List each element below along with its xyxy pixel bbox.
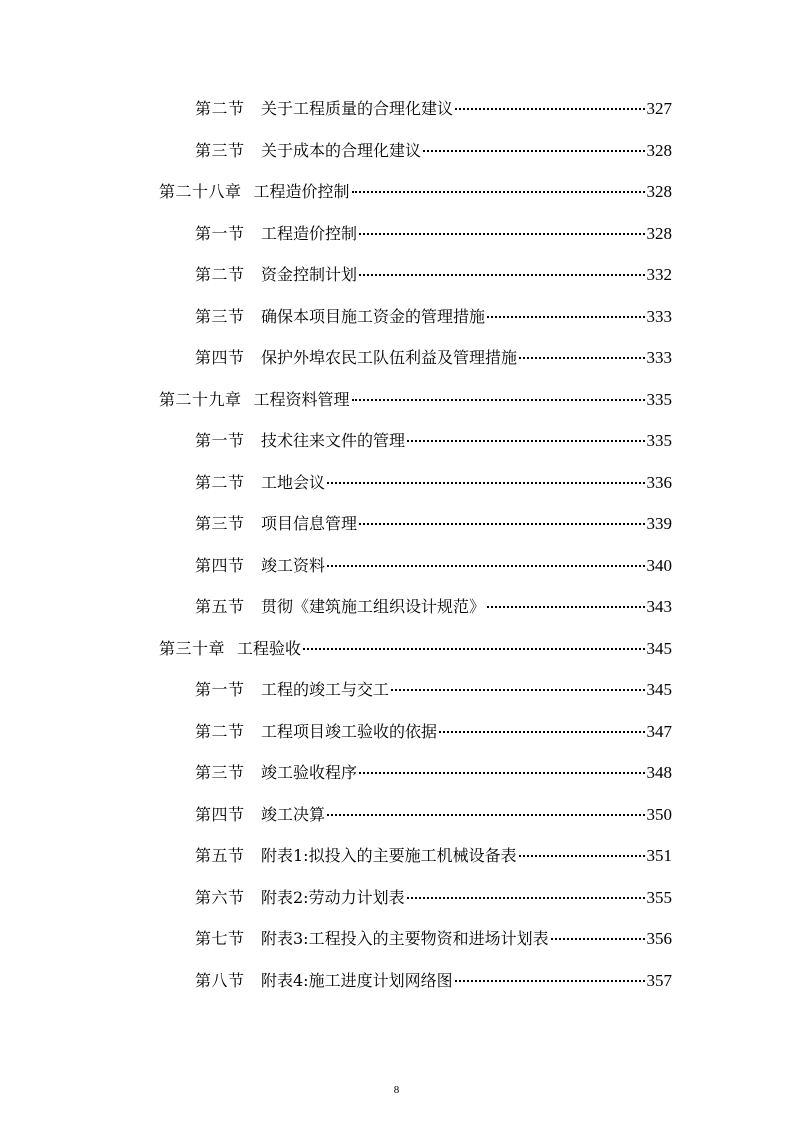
toc-entry-number: 第五节: [195, 597, 245, 616]
toc-entry-title: 贯彻《建筑施工组织设计规范》: [261, 597, 486, 616]
toc-entry-page: 351: [646, 846, 672, 865]
page-number: 8: [393, 1084, 400, 1096]
dot-leader: [551, 938, 645, 940]
toc-entry-title: 关于工程质量的合理化建议: [261, 99, 454, 118]
toc-entry-title: 竣工验收程序: [261, 763, 358, 782]
toc-entry-page: 356: [646, 929, 672, 948]
toc-entry: [159, 180, 672, 204]
toc-entry: [195, 761, 672, 785]
dot-leader: [359, 233, 644, 235]
toc-entry-title: 工程造价控制: [261, 224, 358, 243]
toc-entry: [195, 595, 672, 619]
toc-entry-title: 资金控制计划: [261, 265, 358, 284]
dot-leader: [359, 523, 644, 525]
toc-entry-page: 328: [646, 141, 672, 160]
toc-entry: [195, 429, 672, 453]
toc-entry-page: 328: [646, 182, 672, 201]
dot-leader: [455, 108, 644, 110]
toc-entry-title: 附表3:工程投入的主要物资和进场计划表: [261, 929, 549, 948]
toc-entry-number: 第一节: [195, 224, 245, 243]
toc-entry: [159, 388, 672, 412]
dot-leader: [423, 150, 644, 152]
toc-entry-number: 第七节: [195, 929, 245, 948]
dot-leader: [439, 731, 644, 733]
toc-entry-page: 332: [646, 265, 672, 284]
toc-entry-number: 第二十八章: [159, 182, 242, 201]
dot-leader: [327, 482, 644, 484]
toc-entry-page: 357: [646, 971, 672, 990]
toc-entry-title: 工程项目竣工验收的依据: [261, 722, 438, 741]
toc-entry-number: 第一节: [195, 680, 245, 699]
toc-entry-page: 333: [646, 307, 672, 326]
toc-entry-page: 345: [646, 639, 672, 658]
toc-entry-number: 第三节: [195, 307, 245, 326]
toc-entry-page: 333: [646, 348, 672, 367]
toc-entry-title: 项目信息管理: [261, 514, 358, 533]
toc-entry-title: 工程验收: [237, 639, 302, 658]
toc-entry-page: 335: [646, 431, 672, 450]
dot-leader: [407, 440, 644, 442]
toc-entry-page: 339: [646, 514, 672, 533]
toc-entry: [195, 927, 672, 951]
toc-entry: [195, 886, 672, 910]
toc-entry-page: 327: [646, 99, 672, 118]
toc-entry-number: 第二十九章: [159, 390, 242, 409]
toc-entry: [195, 512, 672, 536]
toc-entry-title: 竣工资料: [261, 556, 326, 575]
dot-leader: [352, 191, 645, 193]
toc-entry: [195, 97, 672, 121]
toc-entry-page: 336: [646, 473, 672, 492]
dot-leader: [455, 980, 645, 982]
toc-entry-page: 345: [646, 680, 672, 699]
dot-leader: [359, 274, 644, 276]
toc-entry-number: 第四节: [195, 556, 245, 575]
toc-entry-number: 第八节: [195, 971, 245, 990]
toc-entry-number: 第三节: [195, 763, 245, 782]
dot-leader: [487, 316, 644, 318]
dot-leader: [327, 814, 644, 816]
dot-leader: [407, 897, 645, 899]
toc-entry-page: 335: [646, 390, 672, 409]
toc-entry: [195, 803, 672, 827]
toc-entry-number: 第三节: [195, 514, 245, 533]
toc-entry-page: 350: [646, 805, 672, 824]
toc-entry-number: 第一节: [195, 431, 245, 450]
toc-entry: [195, 471, 672, 495]
dot-leader: [359, 772, 644, 774]
toc-entry-page: 347: [646, 722, 672, 741]
toc-entry-number: 第二节: [195, 473, 245, 492]
toc-entry-title: 技术往来文件的管理: [261, 431, 406, 450]
toc-entry-title: 工地会议: [261, 473, 326, 492]
toc-entry-number: 第三节: [195, 141, 245, 160]
toc-entry-title: 工程的竣工与交工: [261, 680, 390, 699]
toc-entry-number: 第四节: [195, 805, 245, 824]
toc-entry-number: 第二节: [195, 265, 245, 284]
toc-entry: [195, 720, 672, 744]
toc-entry-number: 第六节: [195, 888, 245, 907]
toc-entry-number: 第五节: [195, 846, 245, 865]
toc-entry: [195, 139, 672, 163]
toc-entry: [195, 263, 672, 287]
toc-entry: [195, 844, 672, 868]
toc-entry: [195, 346, 672, 370]
dot-leader: [519, 855, 645, 857]
dot-leader: [327, 565, 644, 567]
toc-entry-title: 附表2:劳动力计划表: [261, 888, 405, 907]
toc-entry-title: 工程资料管理: [253, 390, 350, 409]
toc-entry-title: 附表4:施工进度计划网络图: [261, 971, 453, 990]
toc-entry-number: 第三十章: [159, 639, 226, 658]
toc-entry: [195, 554, 672, 578]
toc-entry-page: 355: [646, 888, 672, 907]
toc-entry: [195, 969, 672, 993]
toc-entry-title: 确保本项目施工资金的管理措施: [261, 307, 486, 326]
toc-entry-number: 第二节: [195, 722, 245, 741]
toc-entry-page: 348: [646, 763, 672, 782]
toc-entry: [195, 678, 672, 702]
toc-entry-title: 工程造价控制: [253, 182, 350, 201]
toc-entry-number: 第二节: [195, 99, 245, 118]
toc-entry: [195, 305, 672, 329]
dot-leader: [352, 399, 645, 401]
toc-entry-page: 340: [646, 556, 672, 575]
toc-entry-title: 竣工决算: [261, 805, 326, 824]
toc-entry-page: 328: [646, 224, 672, 243]
dot-leader: [519, 357, 644, 359]
dot-leader: [391, 689, 644, 691]
toc-entry-title: 附表1:拟投入的主要施工机械设备表: [261, 846, 517, 865]
toc-entry-title: 关于成本的合理化建议: [261, 141, 422, 160]
toc-entry-page: 343: [646, 597, 672, 616]
toc-entry: [159, 637, 672, 661]
dot-leader: [487, 606, 644, 608]
toc-entry-number: 第四节: [195, 348, 245, 367]
toc-entry: [195, 222, 672, 246]
dot-leader: [303, 648, 644, 650]
toc-entry-title: 保护外埠农民工队伍利益及管理措施: [261, 348, 518, 367]
